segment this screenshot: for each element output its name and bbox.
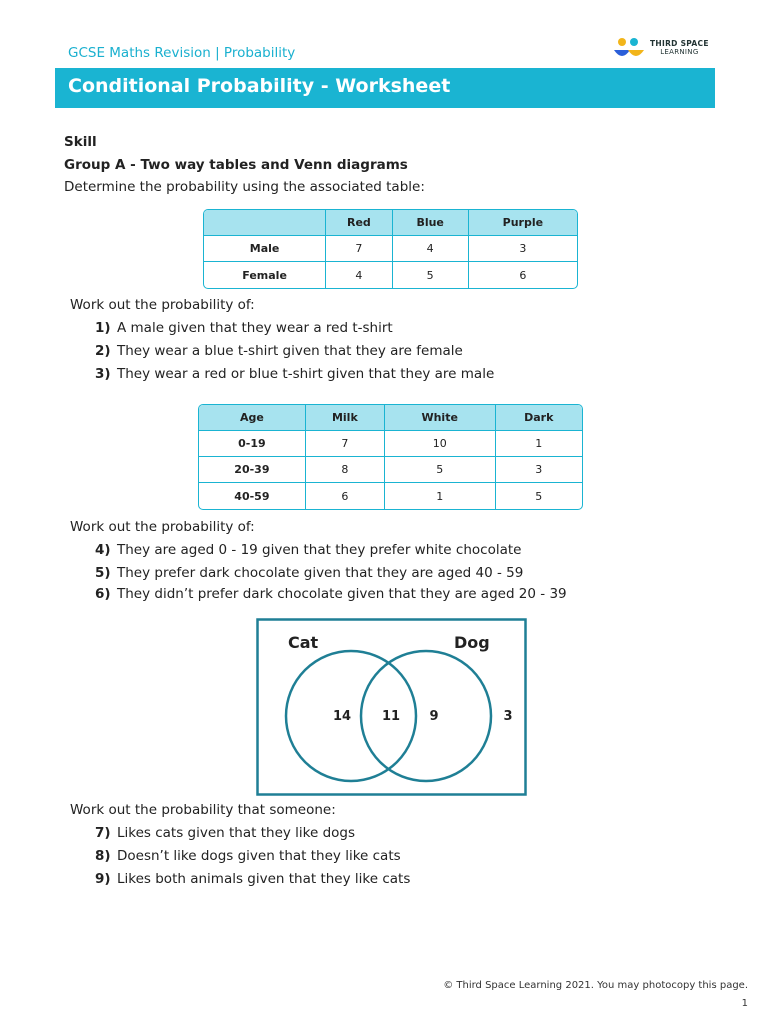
question-8 [95,848,401,864]
table-cell: 1 [496,431,583,457]
logo-icon [612,36,648,66]
table-row [199,457,582,483]
table-cell: 5 [393,262,469,288]
question-number: 7) [95,825,111,841]
logo-line-1: THIRD SPACE [650,39,709,48]
tshirt-two-way-table [203,209,578,289]
question-6 [95,586,567,602]
title-banner [55,68,715,108]
question-text: They wear a blue t-shirt given that they are female [117,343,463,359]
venn-circle-dog [361,651,491,781]
venn-value-dog-only: 9 [429,709,439,724]
table-cell: 5 [385,457,496,483]
table-cell: 6 [306,483,385,509]
question-4 [95,542,521,558]
venn-value-neither: 3 [503,709,513,724]
question-text: They wear a red or blue t-shirt given that they are male [117,366,495,382]
question-text: Doesn’t like dogs given that they like cats [117,848,401,864]
table-cell: 6 [519,268,527,282]
table-cell: 10 [385,431,496,457]
question-3 [95,366,494,382]
table-header-cell: Blue [393,210,469,236]
table-header-cell: Age [199,405,306,431]
table-cell: 3 [496,457,583,483]
row-header-cell: 20-39 [199,457,306,483]
question-number: 6) [95,586,111,602]
table-cell: 7 [306,431,385,457]
question-text: They are aged 0 - 19 given that they prefer white chocolate [117,542,522,558]
row-header-cell: Female [204,262,326,288]
row-header-cell: 40-59 [199,483,306,509]
question-text: They didn’t prefer dark chocolate given that they are aged 20 - 39 [117,586,567,602]
question-9 [95,871,410,887]
table-cell: 8 [306,457,385,483]
prompt-1: Work out the probability of: [70,297,255,313]
venn-value-cat-only: 14 [332,709,352,724]
table-cell: 1 [385,483,496,509]
table-cell: 5 [535,489,543,503]
question-number: 8) [95,848,111,864]
subject-breadcrumb: GCSE Maths Revision | Probability [68,45,296,61]
table-header-cell [204,210,326,236]
prompt-2: Work out the probability of: [70,519,255,535]
logo-line-2: LEARNING [660,48,699,56]
table-header-cell: Red [326,210,392,236]
question-5 [95,565,523,581]
row-header-cell: Male [204,236,326,262]
table-cell: 3 [469,236,577,262]
question-number: 3) [95,366,111,382]
table-row [199,431,582,457]
table-header-cell: Purple [469,210,577,236]
row-header-cell: 0-19 [199,431,306,457]
table-cell: 4 [326,262,392,288]
venn-label-dog: Dog [454,633,490,652]
table-header-cell: White [385,405,496,431]
question-1 [95,320,393,336]
table-header-row [204,210,577,236]
question-text: They prefer dark chocolate given that they are aged 40 - 59 [117,565,524,581]
question-number: 4) [95,542,111,558]
question-number: 2) [95,343,111,359]
table-cell: 7 [326,236,392,262]
page-title: Conditional Probability - Worksheet [68,75,451,97]
third-space-learning-logo [612,36,732,66]
table-row [204,262,577,288]
question-text: A male given that they wear a red t-shirt [117,320,393,336]
question-number: 1) [95,320,111,336]
question-2 [95,343,463,359]
table-header-row [199,405,582,431]
question-7 [95,825,355,841]
question-number: 9) [95,871,111,887]
table-header-cell: Dark [496,405,583,431]
table-row [199,483,582,509]
venn-diagram [256,618,527,796]
copyright-footer: © Third Space Learning 2021. You may photocopy this page. [443,980,748,991]
page-number: 1 [741,998,748,1009]
chocolate-two-way-table [198,404,583,510]
table-row [204,236,577,262]
venn-value-both: 11 [381,709,401,724]
prompt-3: Work out the probability that someone: [70,802,336,818]
question-number: 5) [95,565,111,581]
skill-heading: Skill [64,134,97,150]
question-text: Likes cats given that they like dogs [117,825,356,841]
table-header-cell: Milk [306,405,385,431]
group-heading: Group A - Two way tables and Venn diagrams [64,157,408,173]
table-cell: 4 [393,236,469,262]
question-text: Likes both animals given that they like cats [117,871,411,887]
venn-label-cat: Cat [288,633,319,652]
instruction-text: Determine the probability using the associated table: [64,179,425,195]
